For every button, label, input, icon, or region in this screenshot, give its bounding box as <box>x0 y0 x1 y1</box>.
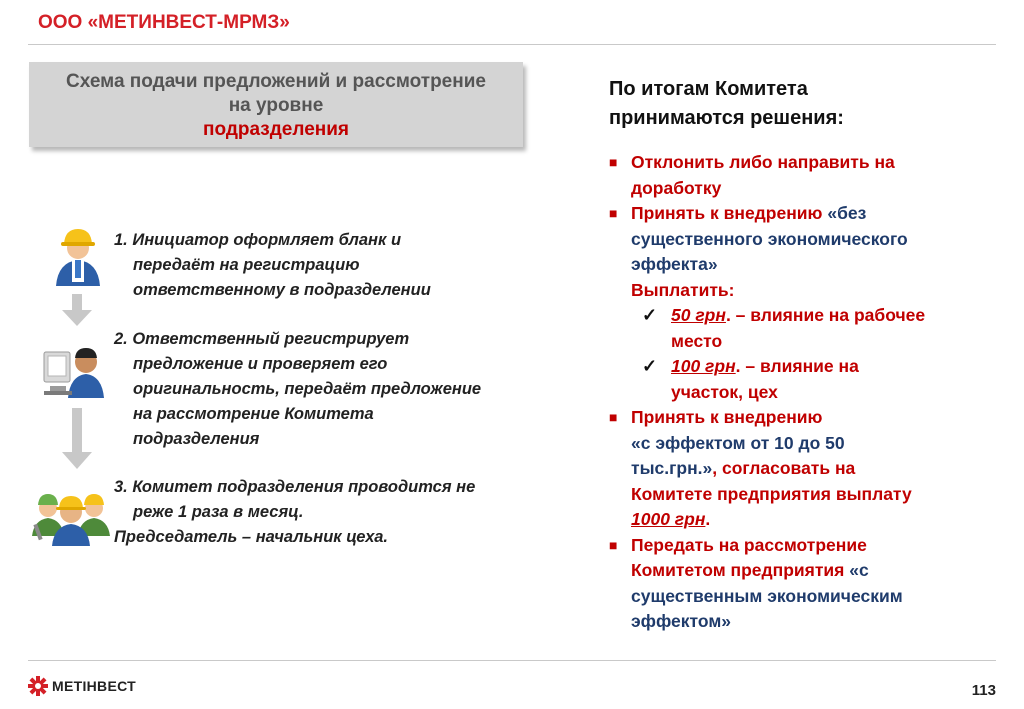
decision-3-line1: Принять к внедрению <box>631 407 823 427</box>
decision-4-line3: существенным экономическим <box>631 585 903 606</box>
decision-3-line3a: тыс.грн.» <box>631 458 713 478</box>
scheme-title-box <box>29 62 523 147</box>
decision-2-line3: эффекта» <box>631 254 718 274</box>
square-bullet-icon: ■ <box>609 409 618 425</box>
decision-2-line2: существенного экономического <box>631 228 908 249</box>
step-2-line-2: предложение и проверяет его <box>133 355 388 373</box>
decision-2-line4: Выплатить: <box>631 279 735 300</box>
scheme-title-line1: Схема подачи предложений и рассмотрение <box>66 71 486 92</box>
step-3-line-2: реже 1 раза в месяц. <box>133 503 304 521</box>
decision-item-4 <box>609 533 1009 635</box>
decisions-title <box>609 75 844 133</box>
step-2-line-4: на рассмотрение Комитета <box>133 405 374 423</box>
decision-4-line2b: «с <box>849 560 869 580</box>
decision-3-amount: 1000 грн <box>631 509 706 529</box>
step-2-text <box>114 327 481 452</box>
payout-1-line2: место <box>671 330 723 351</box>
decision-3-dot: . <box>705 509 711 529</box>
decision-4-line4: эффектом» <box>631 611 732 631</box>
decision-3-line2: «с эффектом от 10 до 50 <box>631 432 845 453</box>
payout-1-amount: 50 грн <box>671 305 726 325</box>
decision-item-1 <box>609 150 1009 201</box>
step-2-line-3: оригинальность, передаёт предложение <box>133 380 482 398</box>
payout-item-2 <box>609 354 1009 405</box>
step-2-line-1: 2. Ответственный регистрирует <box>114 330 410 348</box>
step-2-line-5: подразделения <box>133 430 260 448</box>
payout-2-amount: 100 грн <box>671 356 736 376</box>
decision-1-line2: доработку <box>631 177 722 198</box>
footer-divider <box>28 660 996 661</box>
decision-item-2 <box>609 201 1009 303</box>
step-3-line-3: Председатель – начальник цеха. <box>114 528 388 546</box>
checkmark-icon: ✓ <box>642 356 658 376</box>
decision-item-3 <box>609 405 1009 533</box>
decisions-title-line2: принимаются решения: <box>609 107 844 129</box>
team-workers-icon <box>30 476 112 546</box>
decisions-list <box>609 150 1009 635</box>
decision-2-line1a: Принять к внедрению <box>631 203 823 223</box>
down-arrow-icon <box>62 294 92 328</box>
scheme-title-line3: подразделения <box>203 119 349 140</box>
payout-item-1 <box>609 303 1009 354</box>
decision-3-line3b: , согласовать на <box>712 458 856 478</box>
down-arrow-icon <box>62 408 92 470</box>
payout-1-text: . – влияние на рабочее <box>725 305 926 325</box>
metinvest-logo-icon <box>28 676 48 696</box>
logo-text: МЕТІНВЕСТ <box>52 678 137 694</box>
step-1-text <box>114 228 431 303</box>
decisions-title-line1: По итогам Комитета <box>609 78 808 100</box>
payout-2-text: . – влияние на <box>735 356 859 376</box>
step-1-line-2: передаёт на регистрацию <box>133 256 360 274</box>
page-number: 113 <box>971 682 996 699</box>
square-bullet-icon: ■ <box>609 536 618 553</box>
square-bullet-icon: ■ <box>609 205 618 221</box>
header-divider <box>28 44 996 45</box>
checkmark-icon: ✓ <box>642 305 658 325</box>
step-1-line-1: 1. Инициатор оформляет бланк и <box>114 231 402 249</box>
header-title: ООО «МЕТИНВЕСТ-МРМЗ» <box>38 12 290 33</box>
step-3-text <box>114 475 475 550</box>
step-3-line-1: 3. Комитет подразделения проводится не <box>114 478 476 496</box>
company-logo <box>28 676 136 696</box>
payout-2-line2: участок, цех <box>671 381 778 402</box>
scheme-title-line2: на уровне <box>228 95 324 116</box>
decision-4-line1: Передать на рассмотрение <box>631 534 867 555</box>
decision-2-line1b: «без <box>822 203 867 223</box>
square-bullet-icon: ■ <box>609 154 618 170</box>
decision-3-line4: Комитете предприятия выплату <box>631 483 912 504</box>
decision-1-line1: Отклонить либо направить на <box>631 152 895 172</box>
step-1-line-3: ответственному в подразделении <box>133 281 431 299</box>
worker-hardhat-icon <box>48 222 108 288</box>
computer-operator-icon <box>40 330 110 400</box>
decision-4-line2a: Комитетом предприятия <box>631 560 850 580</box>
